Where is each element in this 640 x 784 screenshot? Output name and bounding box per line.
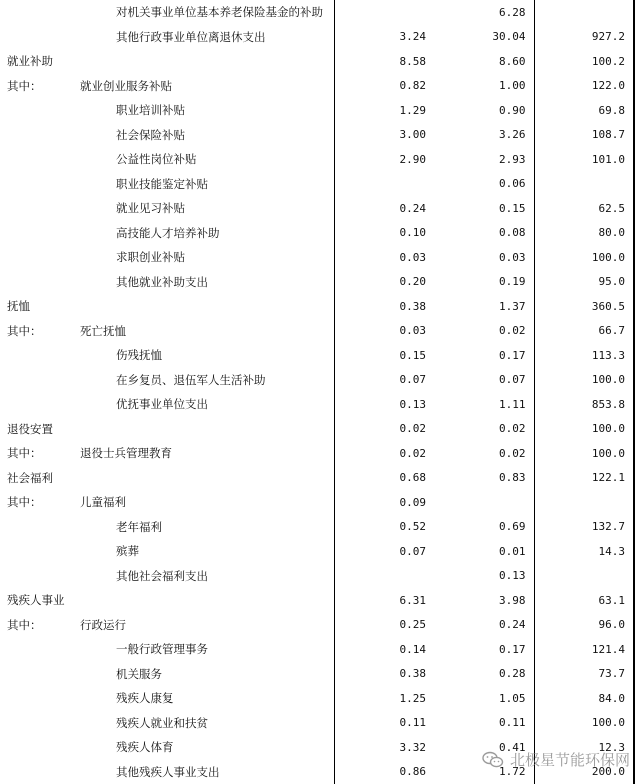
value-col-2: 0.06 (434, 172, 534, 197)
value-col-1: 1.29 (399, 103, 426, 117)
row-spacer (634, 123, 640, 148)
row-lead-label (0, 25, 80, 50)
table-row (0, 319, 640, 344)
value-col-1: 8.58 (399, 54, 426, 68)
row-lead-label: 其中： (7, 617, 42, 632)
value-col-3: 853.8 (534, 392, 634, 417)
row-item-name (80, 466, 334, 491)
table-row (0, 466, 640, 491)
row-item-name: 其他残疾人事业支出 (80, 760, 334, 784)
row-spacer (634, 637, 640, 662)
row-lead-label: 残疾人事业 (7, 593, 65, 608)
value-col-2: 0.28 (434, 662, 534, 687)
value-col-1: 0.82 (399, 79, 426, 93)
value-col-3: 73.7 (534, 662, 634, 687)
table-row (0, 686, 640, 711)
value-col-2: 1.37 (434, 294, 534, 319)
row-item-name: 其他行政事业单位离退休支出 (80, 25, 334, 50)
value-col-1 (334, 172, 434, 197)
row-item-name (80, 588, 334, 613)
value-col-1: 3.24 (399, 30, 426, 44)
row-item-name: 就业创业服务补贴 (80, 74, 334, 99)
row-lead-label (0, 515, 80, 540)
value-col-3: 121.4 (534, 637, 634, 662)
table-row (0, 172, 640, 197)
row-spacer (634, 711, 640, 736)
value-col-2: 0.17 (434, 637, 534, 662)
value-col-2 (434, 490, 534, 515)
value-col-1: 0.02 (399, 446, 426, 460)
value-col-2: 0.02 (434, 319, 534, 344)
value-col-3: 80.0 (534, 221, 634, 246)
table-row (0, 711, 640, 736)
value-col-3: 200.0 (534, 760, 634, 784)
row-spacer (634, 294, 640, 319)
row-item-name: 对机关事业单位基本养老保险基金的补助 (80, 0, 334, 25)
row-item-name: 社会保险补贴 (80, 123, 334, 148)
row-spacer (634, 735, 640, 760)
row-spacer (634, 74, 640, 99)
row-spacer (634, 466, 640, 491)
row-lead-label (0, 662, 80, 687)
value-col-2: 0.13 (434, 564, 534, 589)
value-col-3: 101.0 (534, 147, 634, 172)
value-col-1: 0.09 (399, 495, 426, 509)
row-spacer (634, 25, 640, 50)
value-col-2: 0.08 (434, 221, 534, 246)
table-row (0, 147, 640, 172)
value-col-2: 1.05 (434, 686, 534, 711)
row-item-name: 老年福利 (80, 515, 334, 540)
value-col-2: 1.72 (434, 760, 534, 784)
row-spacer (634, 686, 640, 711)
table-row (0, 392, 640, 417)
value-col-3: 100.2 (534, 49, 634, 74)
value-col-3 (534, 564, 634, 589)
row-spacer (634, 760, 640, 784)
row-lead-label (0, 392, 80, 417)
row-lead-label (0, 686, 80, 711)
value-col-2: 0.01 (434, 539, 534, 564)
value-col-1: 6.31 (399, 593, 426, 607)
value-col-3 (534, 0, 634, 25)
row-lead-label (0, 221, 80, 246)
value-col-1: 3.32 (399, 740, 426, 754)
row-item-name: 其他就业补助支出 (80, 270, 334, 295)
table-row (0, 588, 640, 613)
value-col-1: 0.68 (399, 471, 426, 485)
value-col-3: 100.0 (534, 368, 634, 393)
value-col-3: 14.3 (534, 539, 634, 564)
value-col-1: 3.00 (399, 128, 426, 142)
row-spacer (634, 490, 640, 515)
value-col-2: 1.11 (434, 392, 534, 417)
value-col-1: 1.25 (399, 691, 426, 705)
value-col-1: 0.25 (399, 618, 426, 632)
row-lead-label: 其中： (7, 323, 42, 338)
value-col-3: 95.0 (534, 270, 634, 295)
value-col-3: 927.2 (534, 25, 634, 50)
row-spacer (634, 245, 640, 270)
table-row (0, 637, 640, 662)
value-col-1: 0.20 (399, 275, 426, 289)
value-col-3 (534, 172, 634, 197)
value-col-1: 0.24 (399, 201, 426, 215)
table-row (0, 539, 640, 564)
value-col-2: 0.03 (434, 245, 534, 270)
row-lead-label (0, 564, 80, 589)
row-spacer (634, 270, 640, 295)
row-item-name: 行政运行 (80, 613, 334, 638)
table-row (0, 294, 640, 319)
row-spacer (634, 662, 640, 687)
row-spacer (634, 221, 640, 246)
value-col-2: 0.90 (434, 98, 534, 123)
value-col-3: 132.7 (534, 515, 634, 540)
row-lead-label (0, 123, 80, 148)
row-lead-label: 社会福利 (7, 470, 53, 485)
table-row (0, 662, 640, 687)
row-spacer (634, 392, 640, 417)
row-item-name: 残疾人体育 (80, 735, 334, 760)
table-row (0, 98, 640, 123)
row-lead-label (0, 711, 80, 736)
row-item-name: 职业培训补贴 (80, 98, 334, 123)
row-item-name: 其他社会福利支出 (80, 564, 334, 589)
row-item-name: 残疾人康复 (80, 686, 334, 711)
value-col-3: 108.7 (534, 123, 634, 148)
value-col-3: 100.0 (534, 441, 634, 466)
row-lead-label: 其中： (7, 495, 42, 510)
table-row (0, 74, 640, 99)
value-col-3: 63.1 (534, 588, 634, 613)
row-spacer (634, 564, 640, 589)
row-item-name: 就业见习补贴 (80, 196, 334, 221)
row-spacer (634, 417, 640, 442)
value-col-3: 113.3 (534, 343, 634, 368)
row-item-name: 机关服务 (80, 662, 334, 687)
row-lead-label (0, 637, 80, 662)
row-lead-label: 就业补助 (7, 54, 53, 69)
value-col-3: 100.0 (534, 245, 634, 270)
row-spacer (634, 98, 640, 123)
value-col-2: 0.41 (434, 735, 534, 760)
value-col-3: 122.0 (534, 74, 634, 99)
value-col-2: 6.28 (434, 0, 534, 25)
row-spacer (634, 49, 640, 74)
value-col-2: 0.83 (434, 466, 534, 491)
value-col-1: 0.03 (399, 324, 426, 338)
row-lead-label (0, 0, 80, 25)
row-lead-label: 其中： (7, 78, 42, 93)
row-lead-label: 其中： (7, 446, 42, 461)
row-lead-label: 抚恤 (7, 299, 30, 314)
row-item-name: 殡葬 (80, 539, 334, 564)
row-lead-label (0, 735, 80, 760)
row-item-name: 伤残抚恤 (80, 343, 334, 368)
table-row (0, 564, 640, 589)
table-row (0, 25, 640, 50)
row-item-name: 一般行政管理事务 (80, 637, 334, 662)
value-col-1: 0.15 (399, 348, 426, 362)
value-col-1: 0.10 (399, 226, 426, 240)
row-lead-label (0, 760, 80, 784)
row-spacer (634, 368, 640, 393)
value-col-2: 0.02 (434, 441, 534, 466)
table-row (0, 368, 640, 393)
value-col-1 (334, 564, 434, 589)
value-col-3: 100.0 (534, 711, 634, 736)
value-col-3: 360.5 (534, 294, 634, 319)
table-row (0, 196, 640, 221)
row-spacer (634, 319, 640, 344)
row-item-name: 优抚事业单位支出 (80, 392, 334, 417)
table-row (0, 49, 640, 74)
watermark-text: 北极星节能环保网 (509, 751, 630, 769)
value-col-3: 84.0 (534, 686, 634, 711)
value-col-2: 0.17 (434, 343, 534, 368)
value-col-3: 122.1 (534, 466, 634, 491)
row-lead-label (0, 245, 80, 270)
row-item-name: 在乡复员、退伍军人生活补助 (80, 368, 334, 393)
row-lead-label (0, 147, 80, 172)
table-row (0, 515, 640, 540)
row-lead-label (0, 172, 80, 197)
row-item-name (80, 49, 334, 74)
row-spacer (634, 147, 640, 172)
table-row (0, 441, 640, 466)
value-col-2: 3.98 (434, 588, 534, 613)
row-spacer (634, 441, 640, 466)
row-lead-label (0, 270, 80, 295)
row-item-name: 死亡抚恤 (80, 319, 334, 344)
row-item-name (80, 417, 334, 442)
table-row (0, 245, 640, 270)
value-col-2: 0.19 (434, 270, 534, 295)
row-item-name: 退役士兵管理教育 (80, 441, 334, 466)
table-row (0, 343, 640, 368)
row-item-name: 残疾人就业和扶贫 (80, 711, 334, 736)
value-col-1: 0.86 (399, 765, 426, 779)
value-col-1: 0.38 (399, 299, 426, 313)
row-lead-label (0, 343, 80, 368)
value-col-2: 1.00 (434, 74, 534, 99)
row-item-name: 公益性岗位补贴 (80, 147, 334, 172)
row-item-name (80, 294, 334, 319)
value-col-1: 0.14 (399, 642, 426, 656)
value-col-2: 8.60 (434, 49, 534, 74)
watermark (482, 749, 630, 770)
table-row (0, 270, 640, 295)
table-row (0, 490, 640, 515)
value-col-1: 0.07 (399, 544, 426, 558)
value-col-1: 0.52 (399, 520, 426, 534)
value-col-1: 0.02 (399, 422, 426, 436)
row-lead-label (0, 98, 80, 123)
row-lead-label (0, 196, 80, 221)
value-col-2: 0.15 (434, 196, 534, 221)
row-spacer (634, 539, 640, 564)
table-row (0, 0, 640, 25)
value-col-3 (534, 490, 634, 515)
row-lead-label: 退役安置 (7, 421, 53, 436)
row-spacer (634, 172, 640, 197)
row-item-name: 职业技能鉴定补贴 (80, 172, 334, 197)
value-col-2: 0.02 (434, 417, 534, 442)
value-col-3: 69.8 (534, 98, 634, 123)
value-col-1: 0.38 (399, 667, 426, 681)
table-row (0, 123, 640, 148)
table-row (0, 417, 640, 442)
row-item-name: 儿童福利 (80, 490, 334, 515)
wechat-icon (482, 751, 504, 769)
value-col-3: 96.0 (534, 613, 634, 638)
row-spacer (634, 613, 640, 638)
value-col-3: 62.5 (534, 196, 634, 221)
value-col-1 (334, 0, 434, 25)
value-col-1: 0.11 (399, 716, 426, 730)
value-col-2: 0.07 (434, 368, 534, 393)
row-spacer (634, 0, 640, 25)
value-col-1: 0.03 (399, 250, 426, 264)
value-col-1: 2.90 (399, 152, 426, 166)
value-col-2: 0.69 (434, 515, 534, 540)
value-col-3: 100.0 (534, 417, 634, 442)
row-item-name: 高技能人才培养补助 (80, 221, 334, 246)
value-col-1: 0.07 (399, 373, 426, 387)
value-col-2: 2.93 (434, 147, 534, 172)
row-spacer (634, 343, 640, 368)
row-spacer (634, 515, 640, 540)
row-spacer (634, 196, 640, 221)
value-col-3: 66.7 (534, 319, 634, 344)
table-row (0, 613, 640, 638)
value-col-2: 0.24 (434, 613, 534, 638)
value-col-3: 12.3 (534, 735, 634, 760)
row-lead-label (0, 539, 80, 564)
table-row (0, 221, 640, 246)
row-lead-label (0, 368, 80, 393)
row-spacer (634, 588, 640, 613)
row-item-name: 求职创业补贴 (80, 245, 334, 270)
value-col-2: 3.26 (434, 123, 534, 148)
value-col-1: 0.13 (399, 397, 426, 411)
value-col-2: 30.04 (434, 25, 534, 50)
value-col-2: 0.11 (434, 711, 534, 736)
